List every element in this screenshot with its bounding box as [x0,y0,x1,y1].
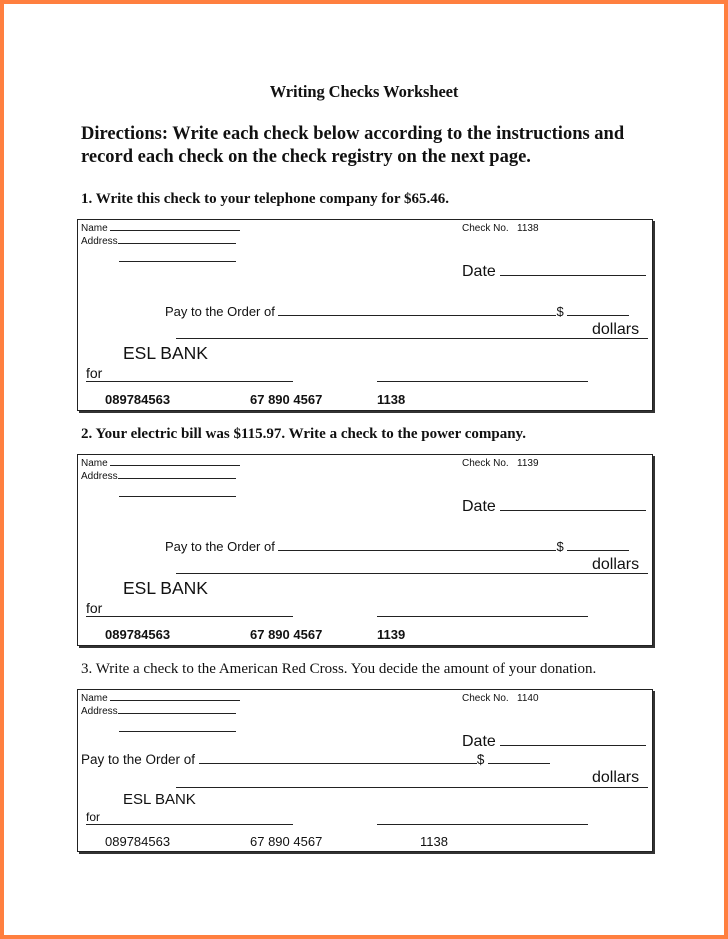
name-line[interactable] [110,465,240,466]
name-field[interactable] [81,458,240,469]
memo-line[interactable] [86,381,293,382]
check-no-label: Check No. [462,693,509,704]
address-line-1[interactable] [118,478,236,479]
address-label: Address [81,471,118,482]
memo-line[interactable] [86,616,293,617]
date-field[interactable] [462,263,646,281]
date-label: Date [462,733,496,750]
address-line-2[interactable] [119,731,236,732]
address-field[interactable] [81,706,236,717]
account-number: 67 890 4567 [250,627,323,642]
pay-to-label: Pay to the Order of [81,752,196,767]
date-field[interactable] [462,733,646,751]
payee-field[interactable] [165,539,629,554]
check-2 [77,454,653,646]
dollar-sign: $ [556,539,564,554]
name-line[interactable] [110,230,240,231]
amount-words-line[interactable] [176,787,648,788]
amount-line[interactable] [567,550,629,551]
address-line-1[interactable] [118,713,236,714]
dollars-label: dollars [592,556,640,573]
name-field[interactable] [81,223,240,234]
payee-line[interactable] [199,763,477,764]
memo-field[interactable] [86,600,102,616]
date-line[interactable] [500,510,646,511]
check-1-prompt: 1. Write this check to your telephone company for $65.46. [81,191,450,207]
memo-field[interactable] [86,810,100,824]
check-no-label: Check No. [462,223,509,234]
account-number: 67 890 4567 [250,392,323,407]
amount-words-line[interactable] [176,338,648,339]
for-label: for [86,600,103,616]
payee-line[interactable] [278,315,556,316]
bank-name: ESL BANK [123,791,196,808]
address-line-2[interactable] [119,496,236,497]
payee-field[interactable] [165,304,629,319]
address-field[interactable] [81,236,236,247]
check-no-label: Check No. [462,458,509,469]
address-label: Address [81,706,118,717]
micr-check-number: 1138 [420,834,448,849]
address-line-2[interactable] [119,261,236,262]
routing-number: 089784563 [105,392,171,407]
signature-line[interactable] [377,616,588,617]
page-title: Writing Checks Worksheet [269,82,459,101]
name-label: Name [81,223,108,234]
directions-text: Directions: Write each check below according to the instructions and record each check on the check registry on the next page. [81,124,625,167]
name-label: Name [81,693,108,704]
amount-line[interactable] [488,763,550,764]
for-label: for [86,365,103,381]
date-field[interactable] [462,498,646,516]
name-field[interactable] [81,693,240,704]
bank-name: ESL BANK [123,343,208,363]
check-number [462,223,539,234]
check-3 [77,689,653,852]
pay-to-label: Pay to the Order of [165,539,275,554]
amount-words-line[interactable] [176,573,648,574]
check-3-prompt: 3. Write a check to the American Red Cross. You decide the amount of your donation. [81,661,597,677]
check-no-value: 1139 [517,458,539,469]
check-1 [77,219,653,411]
dollars-label: dollars [592,321,640,338]
name-label: Name [81,458,108,469]
payee-line[interactable] [278,550,556,551]
date-label: Date [462,263,496,280]
signature-line[interactable] [377,824,588,825]
dollar-sign: $ [476,752,485,767]
check-number [462,458,539,469]
date-label: Date [462,498,496,515]
micr-check-number: 1138 [377,392,406,407]
check-no-value: 1140 [517,693,539,704]
name-line[interactable] [110,700,240,701]
dollar-sign: $ [556,304,564,319]
address-line-1[interactable] [118,243,236,244]
dollars-label: dollars [592,769,640,786]
routing-number: 089784563 [105,627,171,642]
amount-line[interactable] [567,315,629,316]
routing-number: 089784563 [105,834,171,849]
pay-to-label: Pay to the Order of [165,304,275,319]
payee-field[interactable] [81,752,550,767]
check-number [462,693,539,704]
address-label: Address [81,236,118,247]
account-number: 67 890 4567 [250,834,323,849]
signature-line[interactable] [377,381,588,382]
date-line[interactable] [500,745,646,746]
check-no-value: 1138 [517,223,539,234]
address-field[interactable] [81,471,236,482]
micr-check-number: 1139 [377,627,406,642]
memo-line[interactable] [86,824,293,825]
for-label: for [86,810,101,824]
check-2-prompt: 2. Your electric bill was $115.97. Write a check to the power company. [81,426,526,442]
date-line[interactable] [500,275,646,276]
memo-field[interactable] [86,365,102,381]
bank-name: ESL BANK [123,578,208,598]
